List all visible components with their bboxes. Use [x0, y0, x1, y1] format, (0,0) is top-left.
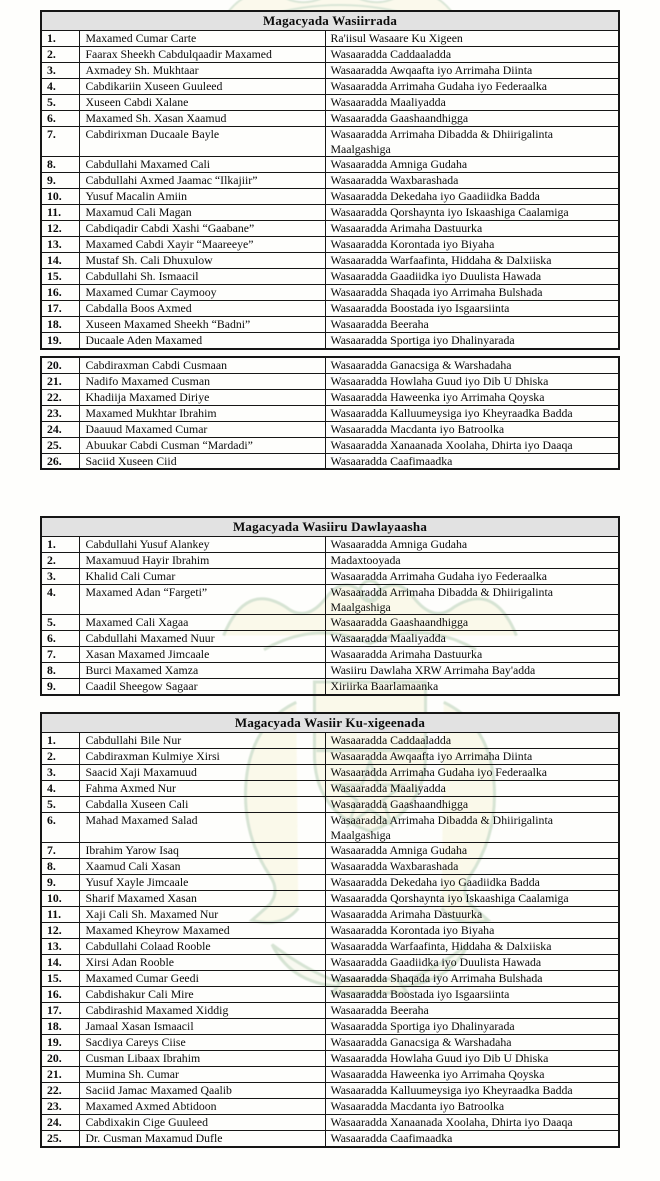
row-number-cell: 10.: [41, 891, 79, 907]
minister-name-cell: Cabdullahi Maxamed Cali: [79, 157, 325, 173]
table-row: [41, 301, 619, 317]
row-number-cell: 4.: [41, 79, 79, 95]
minister-name-cell: Xasan Maxamed Jimcaale: [79, 647, 325, 663]
table-row: [41, 237, 619, 253]
row-number-cell: 20.: [41, 357, 79, 373]
table-row: [41, 1115, 619, 1131]
ministry-name-cell: Wasaaradda Dekedaha iyo Gaadiidka Badda: [325, 189, 619, 205]
minister-name-cell: Cabdullahi Colaad Rooble: [79, 939, 325, 955]
minister-name-cell: Ducaale Aden Maxamed: [79, 333, 325, 349]
minister-name-cell: Cabdirixman Ducaale Bayle: [79, 127, 325, 157]
table-title-row: [41, 11, 619, 31]
ministry-name-cell: Wasaaradda Caddaaladda: [325, 47, 619, 63]
row-number-cell: 18.: [41, 1019, 79, 1035]
row-number-cell: 16.: [41, 285, 79, 301]
table-row: [41, 781, 619, 797]
table-row: [41, 1003, 619, 1019]
ministry-name-cell: Wasaaradda Korontada iyo Biyaha: [325, 237, 619, 253]
ministry-name-cell: Wasaaradda Xanaanada Xoolaha, Dhirta iyo Daaqa: [325, 437, 619, 453]
row-number-cell: 25.: [41, 1131, 79, 1147]
minister-name-cell: Maxamud Cali Magan: [79, 205, 325, 221]
row-number-cell: 6.: [41, 813, 79, 843]
row-number-cell: 4.: [41, 585, 79, 615]
row-number-cell: 24.: [41, 1115, 79, 1131]
table-wasiir-ku-xigeenada: [40, 712, 620, 1148]
minister-name-cell: Cabdikariin Xuseen Guuleed: [79, 79, 325, 95]
minister-name-cell: Maxamed Cabdi Xayir “Maareeye”: [79, 237, 325, 253]
table-row: [41, 47, 619, 63]
ministry-name-cell: Wasaaradda Amniga Gudaha: [325, 537, 619, 553]
ministry-name-cell: Wasaaradda Haweenka iyo Arrimaha Qoyska: [325, 1067, 619, 1083]
ministry-name-cell: Wasaaradda Warfaafinta, Hiddaha & Dalxiiska: [325, 939, 619, 955]
minister-name-cell: Xuseen Cabdi Xalane: [79, 95, 325, 111]
row-number-cell: 7.: [41, 843, 79, 859]
ministry-name-cell: Wasaaradda Howlaha Guud iyo Dib U Dhiska: [325, 1051, 619, 1067]
table-row: [41, 1067, 619, 1083]
table-row: [41, 537, 619, 553]
ministry-name-cell: Wasiiru Dawlaha XRW Arrimaha Bay'adda: [325, 663, 619, 679]
row-number-cell: 3.: [41, 63, 79, 79]
ministry-name-cell: Wasaaradda Shaqada iyo Arrimaha Bulshada: [325, 971, 619, 987]
row-number-cell: 18.: [41, 317, 79, 333]
ministry-name-cell: Madaxtooyada: [325, 553, 619, 569]
table-row: [41, 157, 619, 173]
table-wasiirrada-continued: [40, 356, 620, 470]
table-row: [41, 389, 619, 405]
row-number-cell: 15.: [41, 269, 79, 285]
ministry-name-cell: Wasaaradda Beeraha: [325, 317, 619, 333]
minister-name-cell: Xuseen Maxamed Sheekh “Badni”: [79, 317, 325, 333]
minister-name-cell: Khalid Cali Cumar: [79, 569, 325, 585]
ministry-name-cell: Wasaaradda Amniga Gudaha: [325, 157, 619, 173]
ministry-name-cell: Wasaaradda Waxbarashada: [325, 173, 619, 189]
table-title: Magacyada Wasiirrada: [41, 11, 619, 31]
minister-name-cell: Burci Maxamed Xamza: [79, 663, 325, 679]
row-number-cell: 24.: [41, 421, 79, 437]
ministry-name-cell: Wasaaradda Sportiga iyo Dhalinyarada: [325, 1019, 619, 1035]
row-number-cell: 2.: [41, 47, 79, 63]
table-row: [41, 127, 619, 157]
minister-name-cell: Daauud Maxamed Cumar: [79, 421, 325, 437]
ministry-name-cell: Wasaaradda Maaliyadda: [325, 631, 619, 647]
table-row: [41, 923, 619, 939]
table-row: [41, 405, 619, 421]
row-number-cell: 1.: [41, 31, 79, 47]
minister-name-cell: Cabdullahi Sh. Ismaacil: [79, 269, 325, 285]
ministry-name-cell: Wasaaradda Arimaha Dastuurka: [325, 221, 619, 237]
table-row: [41, 797, 619, 813]
row-number-cell: 5.: [41, 95, 79, 111]
row-number-cell: 22.: [41, 389, 79, 405]
table-title-row: [41, 517, 619, 537]
table-row: [41, 1035, 619, 1051]
table-row: [41, 859, 619, 875]
ministers-table: [40, 10, 620, 350]
minister-name-cell: Cabdiqadir Cabdi Xashi “Gaabane”: [79, 221, 325, 237]
table-row: [41, 749, 619, 765]
ministry-name-cell: Wasaaradda Caddaaladda: [325, 733, 619, 749]
row-number-cell: 8.: [41, 663, 79, 679]
ministry-name-cell: Wasaaradda Arrimaha Dibadda & Dhiirigalinta Maalgashiga: [325, 127, 619, 157]
ministry-name-cell: Wasaaradda Caafimaadka: [325, 453, 619, 469]
ministry-name-cell: Wasaaradda Arrimaha Dibadda & Dhiirigalinta Maalgashiga: [325, 813, 619, 843]
table-row: [41, 939, 619, 955]
row-number-cell: 12.: [41, 221, 79, 237]
table-row: [41, 333, 619, 349]
ministry-name-cell: Wasaaradda Gaadiidka iyo Duulista Hawada: [325, 269, 619, 285]
row-number-cell: 7.: [41, 127, 79, 157]
table-row: [41, 1019, 619, 1035]
minister-name-cell: Caadil Sheegow Sagaar: [79, 679, 325, 695]
minister-name-cell: Maxamed Adan “Fargeti”: [79, 585, 325, 615]
minister-name-cell: Mumina Sh. Cumar: [79, 1067, 325, 1083]
ministers-table: [40, 356, 620, 470]
row-number-cell: 5.: [41, 615, 79, 631]
minister-name-cell: Abuukar Cabdi Cusman “Mardadi”: [79, 437, 325, 453]
row-number-cell: 13.: [41, 939, 79, 955]
minister-name-cell: Fahma Axmed Nur: [79, 781, 325, 797]
table-row: [41, 971, 619, 987]
minister-name-cell: Xaji Cali Sh. Maxamed Nur: [79, 907, 325, 923]
ministry-name-cell: Wasaaradda Gaashaandhigga: [325, 615, 619, 631]
ministry-name-cell: Wasaaradda Maaliyadda: [325, 95, 619, 111]
table-row: [41, 733, 619, 749]
table-row: [41, 453, 619, 469]
ministry-name-cell: Wasaaradda Shaqada iyo Arrimaha Bulshada: [325, 285, 619, 301]
table-row: [41, 31, 619, 47]
row-number-cell: 12.: [41, 923, 79, 939]
ministry-name-cell: Wasaaradda Haweenka iyo Arrimaha Qoyska: [325, 389, 619, 405]
table-row: [41, 357, 619, 373]
row-number-cell: 17.: [41, 301, 79, 317]
row-number-cell: 6.: [41, 111, 79, 127]
table-row: [41, 285, 619, 301]
minister-name-cell: Cabdullahi Maxamed Nuur: [79, 631, 325, 647]
table-row: [41, 631, 619, 647]
minister-name-cell: Cabdirashid Maxamed Xiddig: [79, 1003, 325, 1019]
minister-name-cell: Dr. Cusman Maxamud Dufle: [79, 1131, 325, 1147]
table-row: [41, 585, 619, 615]
ministry-name-cell: Wasaaradda Gaashaandhigga: [325, 111, 619, 127]
table-row: [41, 765, 619, 781]
row-number-cell: 2.: [41, 553, 79, 569]
minister-name-cell: Xaamud Cali Xasan: [79, 859, 325, 875]
minister-name-cell: Maxamuud Hayir Ibrahim: [79, 553, 325, 569]
row-number-cell: 17.: [41, 1003, 79, 1019]
table-row: [41, 843, 619, 859]
ministry-name-cell: Wasaaradda Arrimaha Dibadda & Dhiirigalinta Maalgashiga: [325, 585, 619, 615]
minister-name-cell: Xirsi Adan Rooble: [79, 955, 325, 971]
ministry-name-cell: Wasaaradda Boostada iyo Isgaarsiinta: [325, 987, 619, 1003]
ministry-name-cell: Wasaaradda Gaashaandhigga: [325, 797, 619, 813]
ministers-table: [40, 516, 620, 696]
table-row: [41, 173, 619, 189]
ministry-name-cell: Wasaaradda Boostada iyo Isgaarsiinta: [325, 301, 619, 317]
table-row: [41, 189, 619, 205]
row-number-cell: 10.: [41, 189, 79, 205]
row-number-cell: 23.: [41, 405, 79, 421]
minister-name-cell: Cabdalla Xuseen Cali: [79, 797, 325, 813]
ministry-name-cell: Wasaaradda Arrimaha Gudaha iyo Federaalka: [325, 765, 619, 781]
row-number-cell: 15.: [41, 971, 79, 987]
table-row: [41, 63, 619, 79]
minister-name-cell: Cabdullahi Bile Nur: [79, 733, 325, 749]
row-number-cell: 23.: [41, 1099, 79, 1115]
ministry-name-cell: Wasaaradda Macdanta iyo Batroolka: [325, 421, 619, 437]
ministry-name-cell: Wasaaradda Caafimaadka: [325, 1131, 619, 1147]
minister-name-cell: Maxamed Sh. Xasan Xaamud: [79, 111, 325, 127]
table-title-row: [41, 713, 619, 733]
minister-name-cell: Saciid Jamac Maxamed Qaalib: [79, 1083, 325, 1099]
ministry-name-cell: Wasaaradda Arimaha Dastuurka: [325, 907, 619, 923]
row-number-cell: 26.: [41, 453, 79, 469]
table-wasiiru-dawlayaasha: [40, 516, 620, 696]
ministry-name-cell: Wasaaradda Kalluumeysiga iyo Kheyraadka Badda: [325, 1083, 619, 1099]
minister-name-cell: Cabdullahi Yusuf Alankey: [79, 537, 325, 553]
ministry-name-cell: Wasaaradda Arrimaha Gudaha iyo Federaalka: [325, 79, 619, 95]
ministry-name-cell: Wasaaradda Awqaafta iyo Arrimaha Diinta: [325, 749, 619, 765]
row-number-cell: 11.: [41, 907, 79, 923]
ministry-name-cell: Wasaaradda Beeraha: [325, 1003, 619, 1019]
row-number-cell: 8.: [41, 157, 79, 173]
row-number-cell: 14.: [41, 253, 79, 269]
ministry-name-cell: Wasaaradda Ganacsiga & Warshadaha: [325, 1035, 619, 1051]
ministry-name-cell: Wasaaradda Qorshaynta iyo Iskaashiga Caalamiga: [325, 891, 619, 907]
minister-name-cell: Faarax Sheekh Cabdulqaadir Maxamed: [79, 47, 325, 63]
minister-name-cell: Cusman Libaax Ibrahim: [79, 1051, 325, 1067]
table-row: [41, 891, 619, 907]
table-row: [41, 253, 619, 269]
minister-name-cell: Maxamed Cumar Geedi: [79, 971, 325, 987]
table-row: [41, 269, 619, 285]
table-row: [41, 907, 619, 923]
table-row: [41, 111, 619, 127]
table-row: [41, 1051, 619, 1067]
table-row: [41, 205, 619, 221]
minister-name-cell: Sacdiya Careys Ciise: [79, 1035, 325, 1051]
row-number-cell: 4.: [41, 781, 79, 797]
row-number-cell: 3.: [41, 569, 79, 585]
minister-name-cell: Cabdalla Boos Axmed: [79, 301, 325, 317]
minister-name-cell: Yusuf Xayle Jimcaale: [79, 875, 325, 891]
row-number-cell: 22.: [41, 1083, 79, 1099]
ministry-name-cell: Wasaaradda Gaadiidka iyo Duulista Hawada: [325, 955, 619, 971]
minister-name-cell: Jamaal Xasan Ismaacil: [79, 1019, 325, 1035]
row-number-cell: 21.: [41, 1067, 79, 1083]
row-number-cell: 25.: [41, 437, 79, 453]
minister-name-cell: Mahad Maxamed Salad: [79, 813, 325, 843]
ministry-name-cell: Wasaaradda Qorshaynta iyo Iskaashiga Caalamiga: [325, 205, 619, 221]
table-row: [41, 421, 619, 437]
minister-name-cell: Saciid Xuseen Ciid: [79, 453, 325, 469]
table-title: Magacyada Wasiiru Dawlayaasha: [41, 517, 619, 537]
row-number-cell: 19.: [41, 1035, 79, 1051]
minister-name-cell: Maxamed Cumar Caymooy: [79, 285, 325, 301]
table-row: [41, 647, 619, 663]
table-wasiirrada: [40, 10, 620, 350]
minister-name-cell: Cabdiraxman Cabdi Cusmaan: [79, 357, 325, 373]
table-row: [41, 663, 619, 679]
minister-name-cell: Saacid Xaji Maxamuud: [79, 765, 325, 781]
ministry-name-cell: Wasaaradda Amniga Gudaha: [325, 843, 619, 859]
ministry-name-cell: Wasaaradda Macdanta iyo Batroolka: [325, 1099, 619, 1115]
minister-name-cell: Maxamed Kheyrow Maxamed: [79, 923, 325, 939]
minister-name-cell: Khadiija Maxamed Diriye: [79, 389, 325, 405]
row-number-cell: 6.: [41, 631, 79, 647]
row-number-cell: 20.: [41, 1051, 79, 1067]
table-row: [41, 221, 619, 237]
minister-name-cell: Axmadey Sh. Mukhtaar: [79, 63, 325, 79]
minister-name-cell: Yusuf Macalin Amiin: [79, 189, 325, 205]
row-number-cell: 16.: [41, 987, 79, 1003]
ministry-name-cell: Wasaaradda Sportiga iyo Dhalinyarada: [325, 333, 619, 349]
table-row: [41, 875, 619, 891]
table-row: [41, 813, 619, 843]
table-row: [41, 955, 619, 971]
table-row: [41, 437, 619, 453]
row-number-cell: 19.: [41, 333, 79, 349]
ministry-name-cell: Xiriirka Baarlamaanka: [325, 679, 619, 695]
table-row: [41, 1099, 619, 1115]
row-number-cell: 14.: [41, 955, 79, 971]
table-row: [41, 1083, 619, 1099]
minister-name-cell: Cabdullahi Axmed Jaamac “Ilkajiir”: [79, 173, 325, 189]
table-row: [41, 95, 619, 111]
table-row: [41, 553, 619, 569]
table-row: [41, 79, 619, 95]
table-row: [41, 1131, 619, 1147]
ministry-name-cell: Ra'iisul Wasaare Ku Xigeen: [325, 31, 619, 47]
minister-name-cell: Maxamed Axmed Abtidoon: [79, 1099, 325, 1115]
row-number-cell: 9.: [41, 173, 79, 189]
ministry-name-cell: Wasaaradda Xanaanada Xoolaha, Dhirta iyo Daaqa: [325, 1115, 619, 1131]
ministers-table: [40, 712, 620, 1148]
minister-name-cell: Sharif Maxamed Xasan: [79, 891, 325, 907]
ministry-name-cell: Wasaaradda Waxbarashada: [325, 859, 619, 875]
table-row: [41, 569, 619, 585]
ministry-name-cell: Wasaaradda Arrimaha Gudaha iyo Federaalka: [325, 569, 619, 585]
minister-name-cell: Cabdiraxman Kulmiye Xirsi: [79, 749, 325, 765]
row-number-cell: 9.: [41, 875, 79, 891]
minister-name-cell: Mustaf Sh. Cali Dhuxulow: [79, 253, 325, 269]
row-number-cell: 2.: [41, 749, 79, 765]
ministry-name-cell: Wasaaradda Ganacsiga & Warshadaha: [325, 357, 619, 373]
row-number-cell: 13.: [41, 237, 79, 253]
row-number-cell: 21.: [41, 373, 79, 389]
minister-name-cell: Maxamed Mukhtar Ibrahim: [79, 405, 325, 421]
row-number-cell: 9.: [41, 679, 79, 695]
ministry-name-cell: Wasaaradda Dekedaha iyo Gaadiidka Badda: [325, 875, 619, 891]
table-row: [41, 373, 619, 389]
table-row: [41, 615, 619, 631]
table-row: [41, 987, 619, 1003]
row-number-cell: 1.: [41, 733, 79, 749]
row-number-cell: 5.: [41, 797, 79, 813]
row-number-cell: 3.: [41, 765, 79, 781]
ministry-name-cell: Wasaaradda Arimaha Dastuurka: [325, 647, 619, 663]
table-row: [41, 317, 619, 333]
minister-name-cell: Cabdixakin Cige Guuleed: [79, 1115, 325, 1131]
row-number-cell: 7.: [41, 647, 79, 663]
minister-name-cell: Cabdishakur Cali Mire: [79, 987, 325, 1003]
ministry-name-cell: Wasaaradda Kalluumeysiga iyo Kheyraadka Badda: [325, 405, 619, 421]
ministry-name-cell: Wasaaradda Warfaafinta, Hiddaha & Dalxiiska: [325, 253, 619, 269]
row-number-cell: 1.: [41, 537, 79, 553]
minister-name-cell: Maxamed Cali Xagaa: [79, 615, 325, 631]
ministry-name-cell: Wasaaradda Howlaha Guud iyo Dib U Dhiska: [325, 373, 619, 389]
ministry-name-cell: Wasaaradda Maaliyadda: [325, 781, 619, 797]
ministry-name-cell: Wasaaradda Awqaafta iyo Arrimaha Diinta: [325, 63, 619, 79]
minister-name-cell: Nadifo Maxamed Cusman: [79, 373, 325, 389]
table-title: Magacyada Wasiir Ku-xigeenada: [41, 713, 619, 733]
table-row: [41, 679, 619, 695]
minister-name-cell: Ibrahim Yarow Isaq: [79, 843, 325, 859]
minister-name-cell: Maxamed Cumar Carte: [79, 31, 325, 47]
ministry-name-cell: Wasaaradda Korontada iyo Biyaha: [325, 923, 619, 939]
row-number-cell: 8.: [41, 859, 79, 875]
row-number-cell: 11.: [41, 205, 79, 221]
